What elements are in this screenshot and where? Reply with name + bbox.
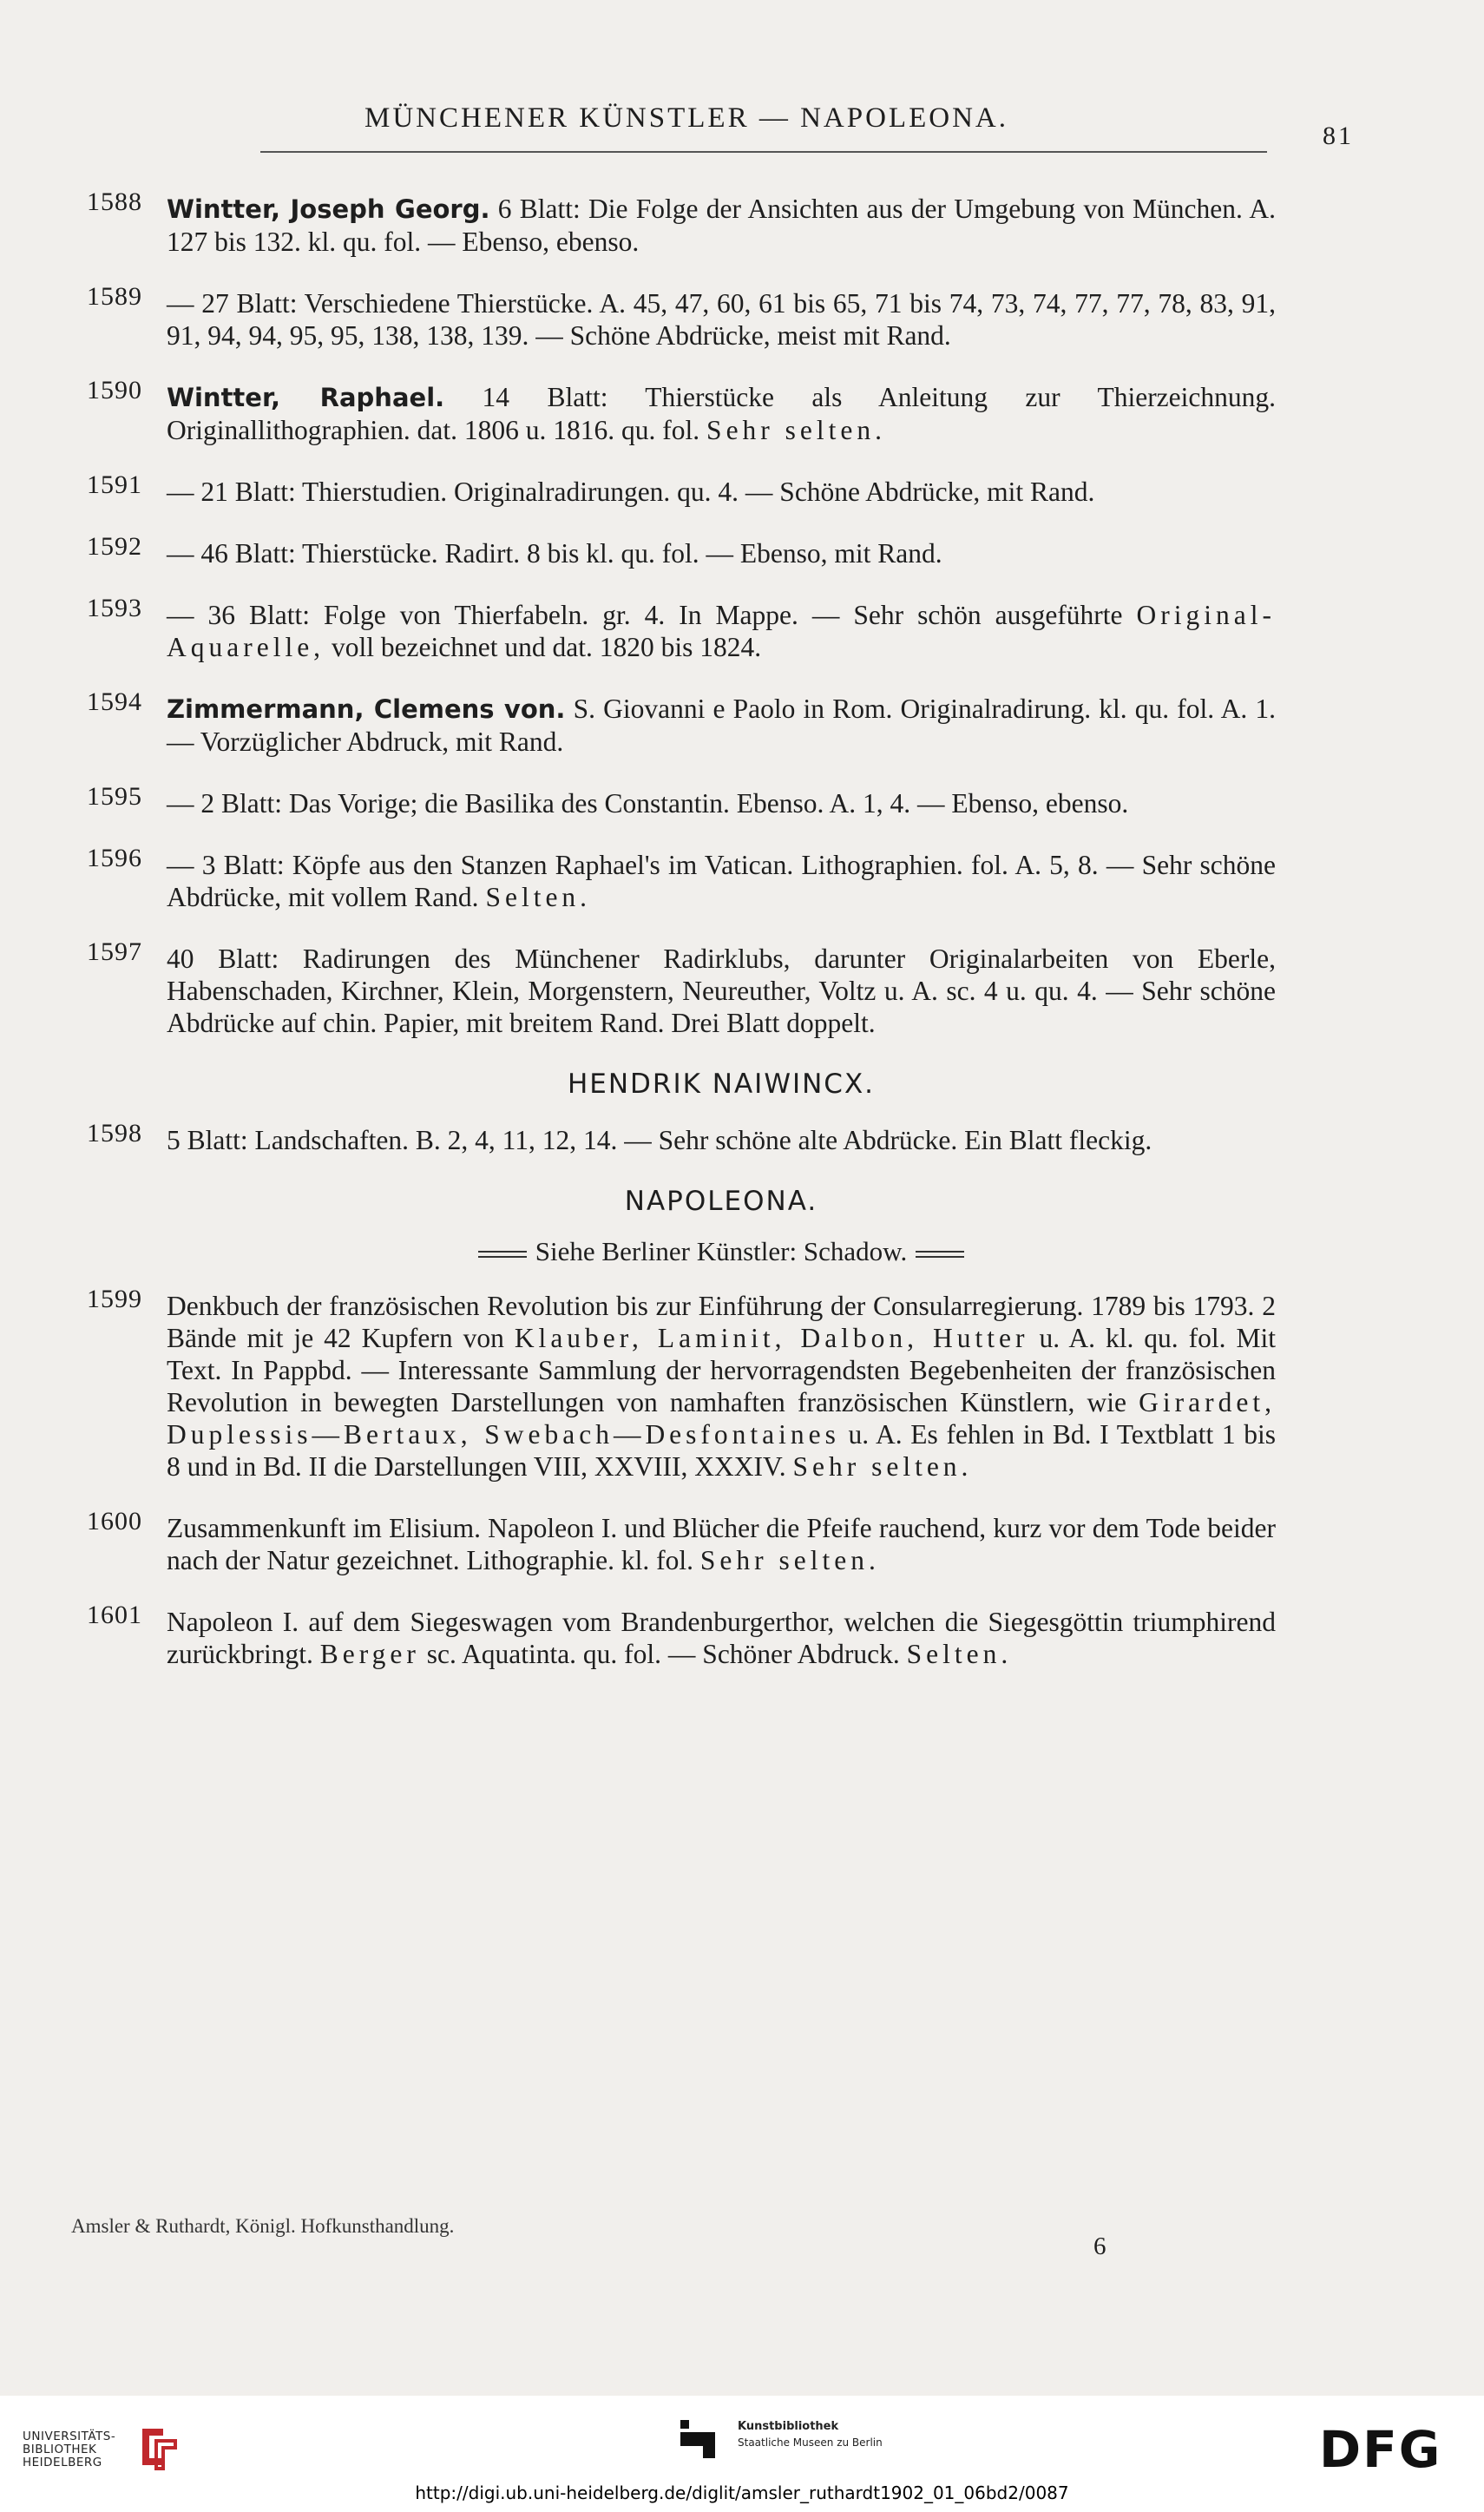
university-library-logo[interactable] xyxy=(23,2430,115,2469)
artist-name: Zimmermann, Clemens von. xyxy=(167,694,566,724)
page-number: 81 xyxy=(1323,122,1354,150)
engraver-name: Berger xyxy=(319,1639,420,1669)
entry-description-cont: u. A. kl. qu. fol. Mit Text. In Pappbd. — Interessante Sammlung der hervorragendsten Begebenheiten der französischen Revolution in bewegten Darstellungen von namhaften französischen Künstlern, wie xyxy=(167,1323,1277,1417)
entry-text xyxy=(167,943,1276,1039)
entry-description: Napoleon I. auf dem Siegeswagen vom Brandenburgerthor, welchen die Siegesgöttin triumphirend zurückbringt. xyxy=(167,1607,1276,1669)
entry-text xyxy=(167,1512,1276,1576)
emphasis-text: Original-Aquarelle, xyxy=(167,600,1277,662)
double-rule xyxy=(916,1251,964,1258)
catalogue-entry xyxy=(87,187,1276,258)
catalogue-entry xyxy=(87,1285,1277,1483)
entry-text xyxy=(167,787,1276,819)
entry-number: 1592 xyxy=(87,532,142,561)
dfg-logo[interactable]: DFG xyxy=(1319,2420,1442,2479)
rarity-note: Sehr selten. xyxy=(706,415,887,445)
entry-description: 40 Blatt: Radirungen des Münchener Radirklubs, darunter Originalarbeiten von Eberle, Habenschaden, Kirchner, Klein, Morgenstern, Neureuther, Voltz u. A. sc. 4 u. qu. 4. — Sehr schöne Abdrücke auf chin. Papier, mit breitem Rand. Drei Blatt doppelt. xyxy=(167,944,1276,1038)
entry-description: 5 Blatt: Landschaften. B. 2, 4, 11, 12, 14. — Sehr schöne alte Abdrücke. Ein Blatt fleckig. xyxy=(167,1125,1152,1155)
entry-description: — 46 Blatt: Thierstücke. Radirt. 8 bis kl. qu. fol. — Ebenso, mit Rand. xyxy=(167,538,942,569)
catalogue-entry xyxy=(87,687,1276,758)
section-heading: NAPOLEONA. xyxy=(624,1186,818,1217)
catalogue-entry xyxy=(87,376,1276,446)
entry-text xyxy=(167,537,1276,569)
catalogue-entry xyxy=(87,1119,1276,1156)
catalogue-entry xyxy=(87,532,1276,569)
rarity-note: Sehr selten. xyxy=(699,1545,880,1575)
publisher-footer: Amsler & Ruthardt, Königl. Hofkunsthandlung. xyxy=(71,2215,455,2237)
entry-description-cont: u. A. Es fehlen in Bd. I Textblatt 1 bis 8 und in Bd. II die Darstellungen VIII, XXVIII, XXXIV. xyxy=(167,1419,1277,1482)
entry-number: 1591 xyxy=(87,470,142,499)
permalink-url[interactable]: http://digi.ub.uni-heidelberg.de/diglit/amsler_ruthardt1902_01_06bd2/0087 xyxy=(415,2482,1069,2503)
uni-logo-line: HEIDELBERG xyxy=(23,2456,102,2469)
entry-number: 1597 xyxy=(87,937,142,966)
kb-subtitle: Staatliche Museen zu Berlin xyxy=(738,2436,883,2449)
entry-number: 1600 xyxy=(87,1507,142,1535)
entry-text xyxy=(167,1290,1276,1483)
entry-description: — 36 Blatt: Folge von Thierfabeln. gr. 4. In Mappe. — Sehr schön ausgeführte xyxy=(167,600,1123,630)
entry-description: Denkbuch der französischen Revolution bis zur Einführung der Consularregierung. 1789 bis 1793. 2 Bände mit je 42 Kupfern von xyxy=(167,1291,1276,1353)
entry-description: — 27 Blatt: Verschiedene Thierstücke. A. 45, 47, 60, 61 bis 65, 71 bis 74, 73, 74, 77, 77, 78, 83, 91, 91, 94, 94, 95, 95, 138, 138, 139. — Schöne Abdrücke, meist mit Rand. xyxy=(167,288,1276,351)
see-also-text: Siehe Berliner Künstler: Schadow. xyxy=(535,1236,908,1266)
kunstbibliothek-logo-icon xyxy=(677,2415,729,2463)
entry-number: 1596 xyxy=(87,844,142,872)
entry-description: — 2 Blatt: Das Vorige; die Basilika des Constantin. Ebenso. A. 1, 4. — Ebenso, ebenso. xyxy=(167,788,1129,819)
artist-names: Girardet, Duplessis—Bertaux, Swebach—Desfontaines xyxy=(167,1387,1276,1450)
catalogue-entry xyxy=(87,1507,1276,1576)
entry-description: — 3 Blatt: Köpfe aus den Stanzen Raphael's im Vatican. Lithographien. fol. A. 5, 8. — Sehr schöne Abdrücke, mit vollem Rand. xyxy=(167,850,1276,912)
catalogue-entry xyxy=(87,282,1276,352)
entry-number: 1590 xyxy=(87,376,142,404)
section-heading: HENDRIK NAIWINCX. xyxy=(567,1069,876,1100)
catalogue-entries xyxy=(87,187,1277,1700)
entry-description: 14 Blatt: Thierstücke als Anleitung zur Thierzeichnung. Originallithographien. dat. 1806 u. 1816. qu. fol. xyxy=(167,382,1276,445)
entry-text xyxy=(167,1606,1276,1670)
kb-name: Kunstbibliothek xyxy=(738,2420,839,2433)
entry-number: 1593 xyxy=(87,594,142,622)
entry-text xyxy=(167,693,1276,758)
entry-description: — 21 Blatt: Thierstudien. Originalradirungen. qu. 4. — Schöne Abdrücke, mit Rand. xyxy=(167,477,1095,507)
rarity-note: Selten. xyxy=(906,1639,1013,1669)
entry-number: 1589 xyxy=(87,282,142,311)
page-title: MÜNCHENER KÜNSTLER — NAPOLEONA. xyxy=(364,102,1008,134)
sheet-signature: 6 xyxy=(1093,2233,1106,2260)
running-head xyxy=(260,102,1354,153)
catalogue-entry xyxy=(87,782,1276,819)
entry-description: 6 Blatt: Die Folge der Ansichten aus der Umgebung von München. A. 127 bis 132. kl. qu. fol. — Ebenso, ebenso. xyxy=(167,194,1276,257)
artist-names: Klauber, Laminit, Dalbon, Hutter xyxy=(514,1323,1029,1353)
entry-text xyxy=(167,1124,1276,1156)
entry-description-cont: sc. Aquatinta. qu. fol. — Schöner Abdruck. xyxy=(419,1639,900,1669)
entry-description-cont: voll bezeichnet und dat. 1820 bis 1824. xyxy=(325,632,762,662)
double-rule xyxy=(478,1251,527,1258)
catalogue-entry xyxy=(87,937,1276,1039)
catalogue-entry xyxy=(87,844,1276,913)
artist-name: Wintter, Joseph Georg. xyxy=(167,194,490,224)
entry-number: 1601 xyxy=(87,1601,142,1629)
rarity-note: Selten. xyxy=(485,882,592,912)
entry-text xyxy=(167,193,1276,258)
entry-number: 1588 xyxy=(87,187,142,216)
entry-description: Zusammenkunft im Elisium. Napoleon I. und Blücher die Pfeife rauchend, kurz vor dem Tode beider nach der Natur gezeichnet. Lithographie. kl. fol. xyxy=(167,1513,1276,1575)
entry-text xyxy=(167,476,1276,508)
rarity-note: Sehr selten. xyxy=(792,1451,973,1482)
entry-text xyxy=(167,599,1276,663)
uni-logo-line: UNIVERSITÄTS- xyxy=(23,2430,116,2443)
entry-number: 1594 xyxy=(87,687,142,716)
ub-heidelberg-logo-icon xyxy=(137,2423,181,2472)
entry-text xyxy=(167,849,1276,913)
entry-text xyxy=(167,381,1276,446)
artist-name: Wintter, Raphael. xyxy=(167,383,445,412)
entry-number: 1595 xyxy=(87,782,142,811)
uni-logo-line: BIBLIOTHEK xyxy=(23,2443,97,2456)
entry-number: 1599 xyxy=(87,1285,142,1313)
kunstbibliothek-label[interactable] xyxy=(738,2420,883,2449)
entry-description: S. Giovanni e Paolo in Rom. Originalradirung. kl. qu. fol. A. 1. — Vorzüglicher Abdruck, mit Rand. xyxy=(167,694,1276,757)
entry-number: 1598 xyxy=(87,1119,142,1147)
catalogue-entry xyxy=(87,1601,1276,1670)
entry-text xyxy=(167,287,1276,352)
see-also-note xyxy=(87,1236,1276,1267)
catalogue-entry xyxy=(87,594,1277,663)
catalogue-entry xyxy=(87,470,1276,508)
